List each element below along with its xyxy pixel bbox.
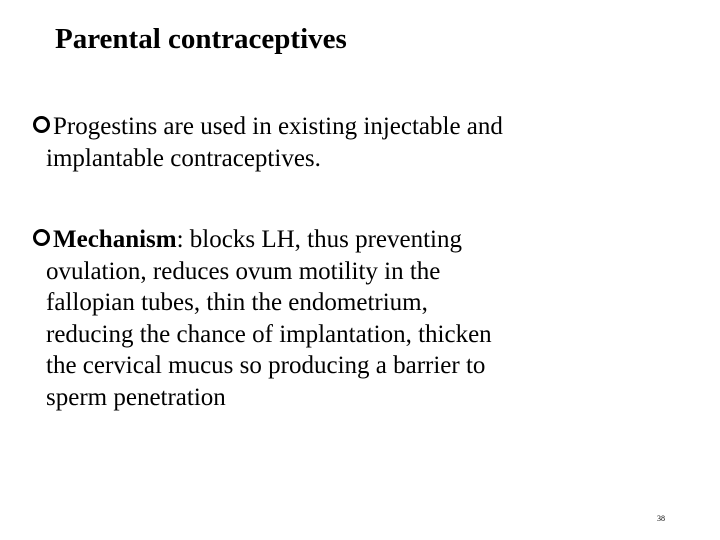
bullet-line: reducing the chance of implantation, thicken — [46, 320, 492, 348]
bullet-line: implantable contraceptives. — [46, 144, 321, 172]
bullet-point-progestins — [33, 111, 503, 174]
mechanism-term: Mechanism — [53, 226, 177, 253]
bullet-line: : blocks LH, thus preventing — [176, 226, 462, 253]
bullet-line: sperm penetration — [46, 383, 226, 411]
page-number: 38 — [657, 514, 665, 523]
bullet-circle-icon — [33, 116, 50, 133]
bullet-circle-icon — [33, 229, 50, 246]
bullet-line: Progestins are used in existing injectable and — [53, 113, 503, 140]
bullet-line: the cervical mucus so producing a barrier to — [46, 352, 486, 379]
bullet-line: fallopian tubes, thin the endometrium, — [46, 289, 428, 316]
bullet-point-mechanism — [33, 224, 492, 413]
bullet-line: ovulation, reduces ovum motility in the — [46, 257, 441, 285]
slide-title: Parental contraceptives — [55, 23, 347, 55]
